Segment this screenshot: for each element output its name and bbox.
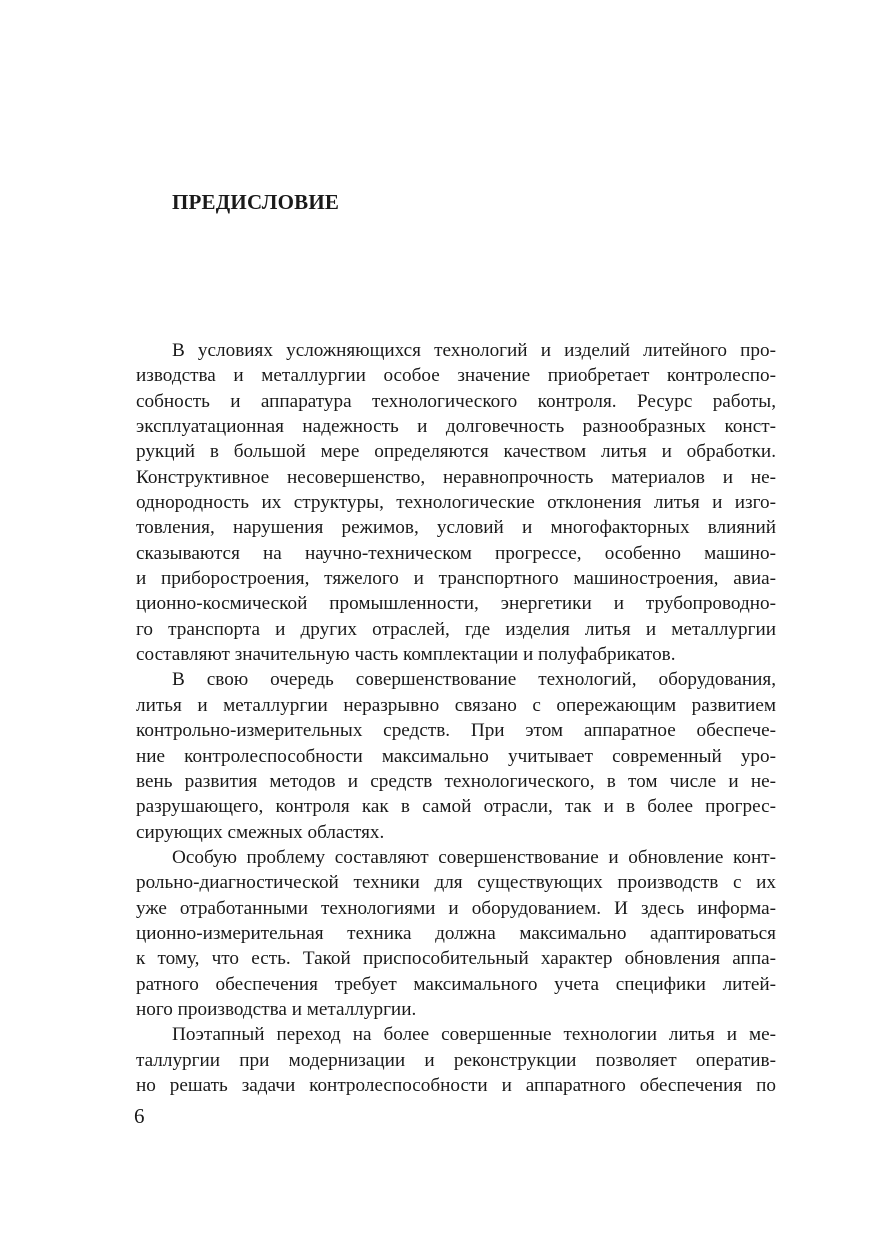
text-line: вень развития методов и средств технологического, в том числе и не- (136, 770, 776, 792)
text-line: литья и металлургии неразрывно связано с опережающим развитием (136, 694, 776, 716)
text-line: ратного обеспечения требует максимального учета специфики литей- (136, 973, 776, 995)
text-line: Поэтапный переход на более совершенные технологии литья и ме- (172, 1024, 776, 1046)
page-title: ПРЕДИСЛОВИЕ (172, 190, 340, 214)
text-line: составляют значительную часть комплектации и полуфабрикатов. (136, 644, 676, 666)
text-line: изводства и металлургии особое значение приобретает контролеспо- (136, 365, 776, 387)
text-line: ционно-измерительная техника должна максимально адаптироваться (136, 922, 776, 944)
paragraph (136, 667, 776, 844)
text-line: однородность их структуры, технологические отклонения литья и изго- (136, 492, 776, 514)
text-line: и приборостроения, тяжелого и транспортного машиностроения, авиа- (136, 568, 776, 590)
text-line: уже отработанными технологиями и оборудованием. И здесь информа- (136, 897, 776, 919)
text-line: разрушающего, контроля как в самой отрасли, так и в более прогрес- (136, 796, 776, 818)
text-line: таллургии при модернизации и реконструкции позволяет оператив- (136, 1049, 776, 1071)
text-line: к тому, что есть. Такой приспособительный характер обновления аппа- (136, 948, 776, 970)
text-line: ние контролеспособности максимально учитывает современный уро- (136, 745, 776, 767)
paragraph (136, 1022, 776, 1098)
text-line: собность и аппаратура технологического контроля. Ресурс работы, (136, 390, 776, 412)
text-line: эксплуатационная надежность и долговечность разнообразных конст- (136, 416, 776, 438)
text-line: но решать задачи контролеспособности и аппаратного обеспечения по (136, 1074, 776, 1096)
text-line: ционно-космической промышленности, энергетики и трубопроводно- (136, 593, 776, 615)
text-line: сказываются на научно-техническом прогрессе, особенно машино- (136, 542, 776, 564)
text-line: рукций в большой мере определяются качеством литья и обработки. (136, 441, 776, 463)
text-line: товления, нарушения режимов, условий и многофакторных влияний (136, 517, 776, 539)
text-line: Конструктивное несовершенство, неравнопрочность материалов и не- (136, 466, 776, 488)
text-line: контрольно-измерительных средств. При этом аппаратное обеспече- (136, 720, 776, 742)
text-line: Особую проблему составляют совершенствование и обновление конт- (172, 846, 776, 868)
text-line: В условиях усложняющихся технологий и изделий литейного про- (172, 340, 776, 361)
text-line: рольно-диагностической техники для существующих производств с их (136, 872, 776, 894)
text-line: го транспорта и других отраслей, где изделия литья и металлургии (136, 618, 776, 640)
paragraph (136, 845, 776, 1022)
text-line: сирующих смежных областях. (136, 821, 385, 843)
paragraph (136, 338, 776, 667)
body-text (136, 338, 776, 1098)
text-line: В свою очередь совершенствование технологий, оборудования, (172, 669, 776, 691)
page-number: 6 (134, 1104, 145, 1128)
text-line: ного производства и металлургии. (136, 998, 417, 1020)
